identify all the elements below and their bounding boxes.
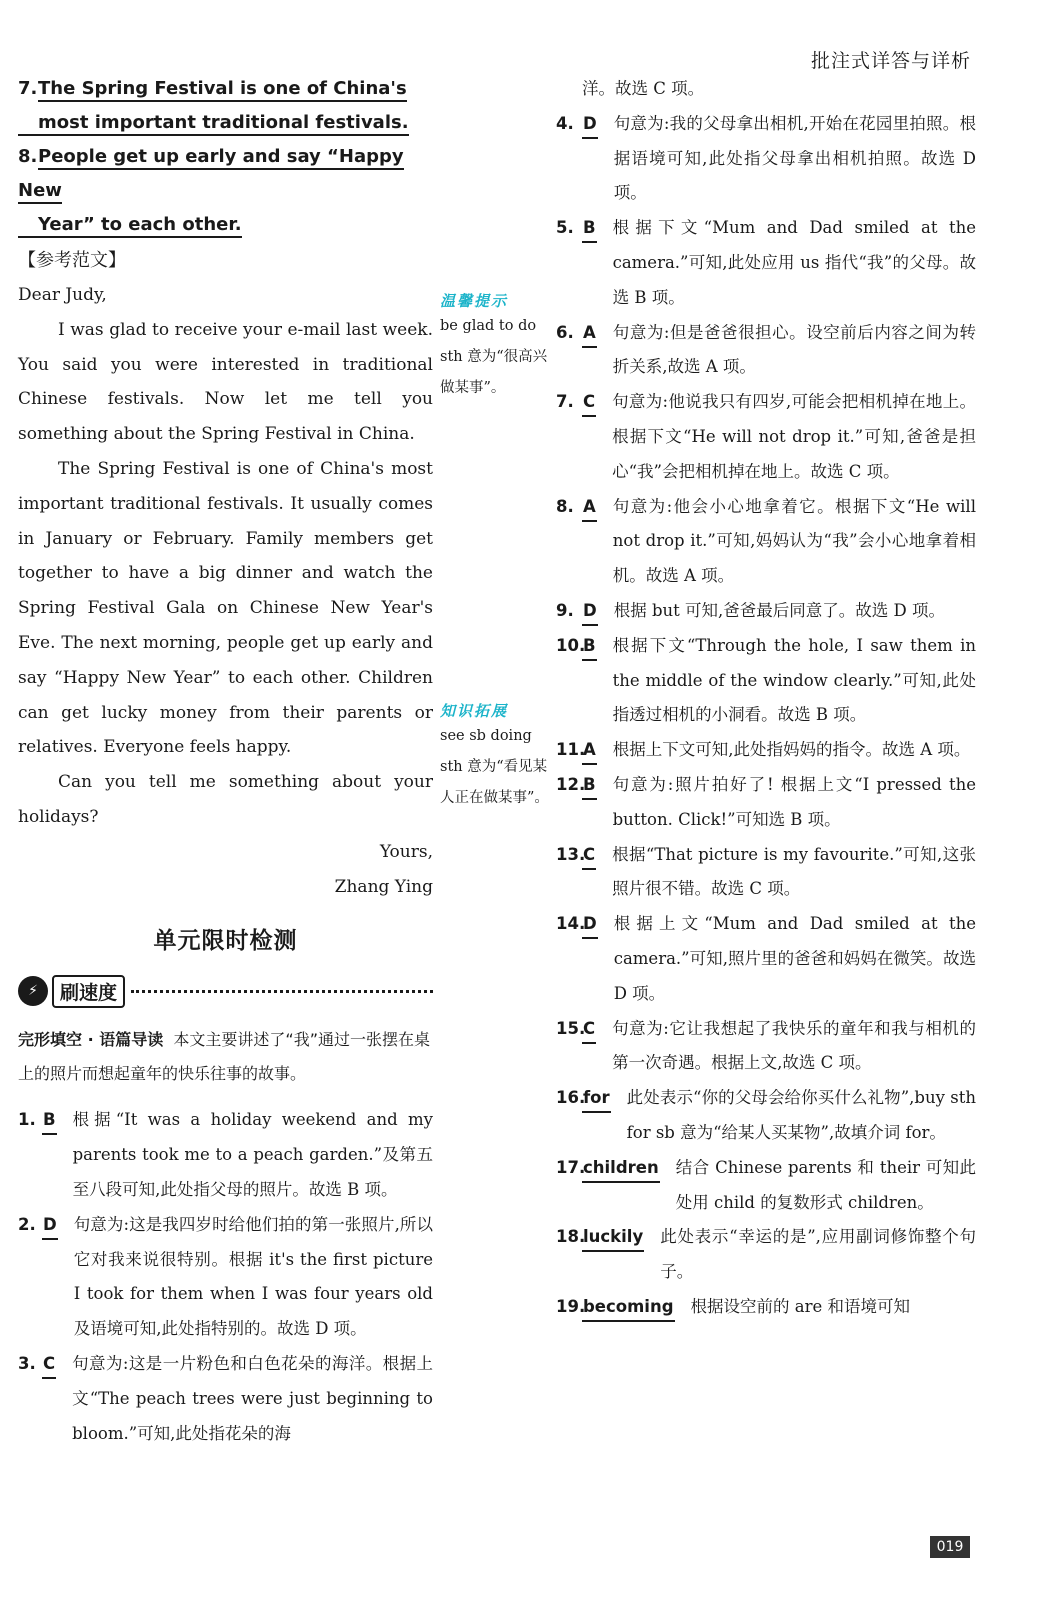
essay-paragraph-1: I was glad to receive your e-mail last week. You said you were interested in traditional Chinese festivals. Now let me tell you something about the Spring Festival in China. <box>18 319 433 445</box>
page-number: 019 <box>930 1536 970 1558</box>
essay-paragraph-2: The Spring Festival is one of China's most important traditional festivals. It usually comes in January or February. Family members get together to have a big dinner and watch the Spring Festival Gala on Chinese New Year's Eve. The next morning, people get up early and say “Happy New Year” to each other. Children can get lucky money from their parents or relatives. Everyone feels happy. <box>18 458 433 758</box>
side-note-heading: 知识拓展 <box>440 702 509 720</box>
answer-item: 3. C 句意为:这是一片粉色和白色花朵的海洋。根据上文“The peach trees were just beginning to bloom.”可知,此处指花朵的海 <box>18 1347 433 1451</box>
speed-section-bar <box>18 973 433 1009</box>
writing-answer-7: 7.The Spring Festival is one of China's most important traditional festivals. <box>18 72 433 140</box>
essay-closing: Yours, <box>379 841 433 862</box>
essay-paragraph-3: Can you tell me something about your holidays? <box>18 772 433 827</box>
writing-answer-8: 8.People get up early and say “Happy New Year” to each other. <box>18 140 433 242</box>
answer-item: 16. for 此处表示“你的父母会给你买什么礼物”,buy sth for sb 意为“给某人买某物”,故填介词 for。 <box>556 1081 976 1151</box>
side-note-extension <box>440 700 552 814</box>
unit-test-title: 单元限时检测 <box>153 928 298 955</box>
reading-guide: 完形填空 · 语篇导读 本文主要讲述了“我”通过一张摆在桌上的照片而想起童年的快乐往事的故事。 <box>18 1030 430 1084</box>
left-column <box>18 72 433 1451</box>
sample-essay <box>18 278 433 904</box>
answer-item: 7. C 句意为:他说我只有四岁,可能会把相机掉在地上。根据下文“He will not drop it.”可知,爸爸是担心“我”会把相机掉在地上。故选 C 项。 <box>556 385 976 489</box>
essay-greeting: Dear Judy, <box>18 285 107 305</box>
speed-icon: ⚡ <box>18 976 48 1006</box>
speed-badge: ⚡ 刷速度 <box>18 975 125 1008</box>
answer-item: 18. luckily 此处表示“幸运的是”,应用副词修饰整个句子。 <box>556 1220 976 1290</box>
left-answer-list <box>18 1103 433 1451</box>
essay-signature: Zhang Ying <box>334 876 433 897</box>
side-note-body: be glad to do sth 意为“很高兴做某事”。 <box>440 318 548 396</box>
answer-item: 15. C 句意为:它让我想起了我快乐的童年和我与相机的第一次奇遇。根据上文,故选 C 项。 <box>556 1012 976 1082</box>
answer-item: 4. D 句意为:我的父母拿出相机,开始在花园里拍照。根据语境可知,此处指父母拿出相机拍照。故选 D 项。 <box>556 107 976 211</box>
answer-item: 19. becoming 根据设空前的 are 和语境可知 <box>556 1290 976 1325</box>
answer-continuation: 洋。故选 C 项。 <box>582 79 705 98</box>
dotted-divider <box>131 990 433 993</box>
side-note-heading: 温馨提示 <box>440 292 509 310</box>
answer-item: 10. B 根据下文“Through the hole, I saw them in the middle of the window clearly.”可知,此处指透过相机的小洞看。故选 B 项。 <box>556 629 976 733</box>
answer-item: 2. D 句意为:这是我四岁时给他们拍的第一张照片,所以它对我来说很特别。根据 it's the first picture I took for them when I was four years old 及语境可知,此处指特别的。故选 D 项。 <box>18 1208 433 1347</box>
answer-item: 12. B 句意为:照片拍好了! 根据上文“I pressed the button. Click!”可知选 B 项。 <box>556 768 976 838</box>
answer-item: 1. B 根据“It was a holiday weekend and my parents took me to a peach garden.”及第五至八段可知,此处指父母的照片。故选 B 项。 <box>18 1103 433 1207</box>
answer-item: 8. A 句意为:他会小心地拿着它。根据下文“He will not drop it.”可知,妈妈认为“我”会小心地拿着相机。故选 A 项。 <box>556 490 976 594</box>
answer-item: 17. children 结合 Chinese parents 和 their 可知此处用 child 的复数形式 children。 <box>556 1151 976 1221</box>
right-column <box>556 72 976 1325</box>
answer-item: 13. C 根据“That picture is my favourite.”可知,这张照片很不错。故选 C 项。 <box>556 838 976 908</box>
side-note-tip <box>440 290 552 404</box>
sample-essay-label: 【参考范文】 <box>18 250 126 271</box>
answer-item: 6. A 句意为:但是爸爸很担心。设空前后内容之间为转折关系,故选 A 项。 <box>556 316 976 386</box>
answer-item: 14. D 根据上文“Mum and Dad smiled at the camera.”可知,照片里的爸爸和妈妈在微笑。故选 D 项。 <box>556 907 976 1011</box>
page-header-title: 批注式详答与详析 <box>810 50 971 72</box>
answer-item: 5. B 根据下文“Mum and Dad smiled at the camera.”可知,此处应用 us 指代“我”的父母。故选 B 项。 <box>556 211 976 315</box>
answer-item: 11. A 根据上下文可知,此处指妈妈的指令。故选 A 项。 <box>556 733 976 768</box>
answer-item: 9. D 根据 but 可知,爸爸最后同意了。故选 D 项。 <box>556 594 976 629</box>
side-note-body: see sb doing sth 意为“看见某人正在做某事”。 <box>440 728 549 806</box>
